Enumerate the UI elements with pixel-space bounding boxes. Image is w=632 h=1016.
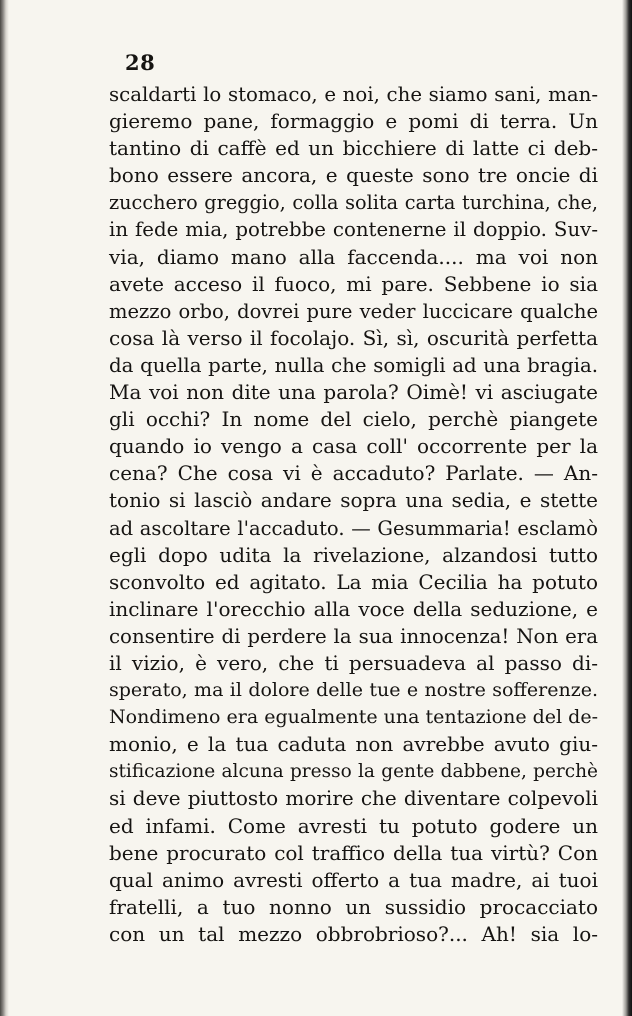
text-line: il vizio, è vero, che ti persuadeva al passo di- <box>109 650 598 675</box>
text-line: stificazione alcuna presso la gente dabbene, perchè <box>109 761 598 783</box>
text-line: gli occhi? In nome del cielo, perchè piangete <box>109 407 598 432</box>
text-line: mezzo orbo, dovrei pure veder luccicare qualche <box>109 299 598 323</box>
page-number: 28 <box>125 50 156 75</box>
text-line: cosa là verso il focolajo. Sì, sì, oscurità perfetta <box>109 325 598 350</box>
text-line: Ma voi non dite una parola? Oimè! vi asciugate <box>109 380 598 405</box>
text-line: in fede mia, potrebbe contenerne il doppio. Suv- <box>109 218 598 242</box>
text-line: si deve piuttosto morire che diventare colpevoli <box>109 786 598 811</box>
text-line: monio, e la tua caduta non avrebbe avuto giu- <box>109 732 598 757</box>
text-line: egli dopo udita la rivelazione, alzandosi tutto <box>109 542 598 567</box>
text-line: inclinare l'orecchio alla voce della seduzione, e <box>109 596 598 621</box>
text-line: avete acceso il fuoco, mi pare. Sebbene io sia <box>109 271 598 296</box>
text-line: Nondimeno era egualmente una tentazione del de- <box>109 706 598 729</box>
text-line: bono essere ancora, e queste sono tre oncie di <box>109 163 598 188</box>
text-line: tonio si lasciò andare sopra una sedia, e stette <box>109 488 598 513</box>
left-page-edge <box>0 0 9 1016</box>
text-line: ed infami. Come avresti tu potuto godere un <box>109 813 598 838</box>
text-line: quando io vengo a casa coll' occorrente per la <box>109 434 598 459</box>
text-line: via, diamo mano alla faccenda.... ma voi non <box>109 244 598 269</box>
text-line: ad ascoltare l'accaduto. — Gesummaria! esclamò <box>109 516 598 540</box>
text-line: da quella parte, nulla che somigli ad una bragia. <box>109 353 598 377</box>
text-line: sconvolto ed agitato. La mia Cecilia ha potuto <box>109 569 598 594</box>
text-line: qual animo avresti offerto a tua madre, ai tuoi <box>109 867 598 892</box>
body-text <box>109 81 598 948</box>
text-line: bene procurato col traffico della tua virtù? Con <box>109 840 598 865</box>
text-line: sperato, ma il dolore delle tue e nostre sofferenze. <box>109 679 598 702</box>
right-page-edge <box>622 0 632 1016</box>
text-line: zucchero greggio, colla solita carta turchina, che, <box>109 191 598 215</box>
text-line: cena? Che cosa vi è accaduto? Parlate. — An- <box>109 461 598 486</box>
text-line: tantino di caffè ed un bicchiere di latte ci deb- <box>109 136 598 161</box>
text-line: con un tal mezzo obbrobrioso?... Ah! sia lo- <box>109 921 598 946</box>
text-line: scaldarti lo stomaco, e noi, che siamo sani, man- <box>109 83 598 106</box>
text-line: fratelli, a tuo nonno un sussidio procacciato <box>109 894 598 919</box>
text-line: consentire di perdere la sua innocenza! Non era <box>109 624 598 648</box>
text-line: gieremo pane, formaggio e pomi di terra. Un <box>109 109 598 134</box>
